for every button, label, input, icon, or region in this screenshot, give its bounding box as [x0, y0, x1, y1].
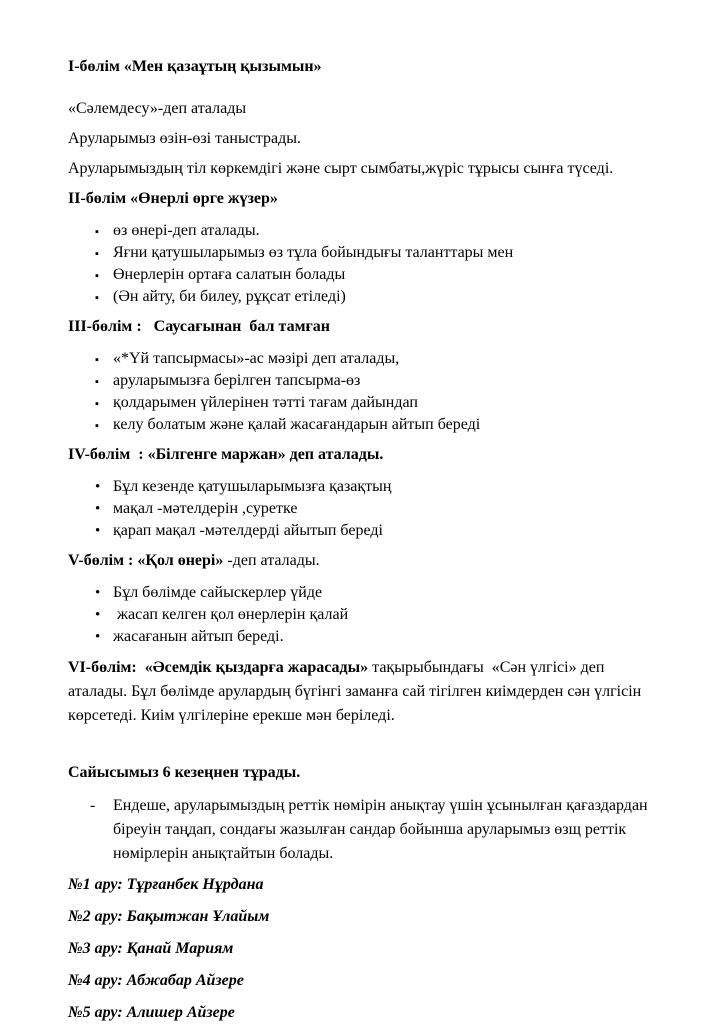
stages-heading: Сайысымыз 6 кезеңнен тұрады. — [68, 764, 301, 781]
bullet-item-text: (Ән айту, би билеу, рұқсат етіледі) — [113, 288, 346, 305]
square-bullet-icon: ▪ — [95, 270, 99, 282]
bullet-item-text: қолдарымен үйлерінен тәтті тағам дайындап — [113, 394, 418, 411]
dash-bullet-icon: - — [90, 797, 96, 814]
section-5-bullet-list — [68, 582, 656, 648]
bullet-item — [95, 370, 656, 392]
bullet-item — [95, 520, 656, 542]
section-6-paragraph — [68, 656, 656, 728]
bullet-item-text: жасағанын айтып береді. — [113, 628, 284, 645]
section-1-heading: І-бөлім «Мен қазаұтың қызымын» — [68, 58, 322, 75]
bullet-item — [95, 476, 656, 498]
section-1-paragraph: Аруларымыз өзін-өзі таныстрады. — [68, 130, 301, 147]
square-bullet-icon: ▪ — [95, 376, 99, 388]
square-bullet-icon: ▪ — [95, 248, 99, 260]
round-bullet-icon: • — [95, 523, 101, 539]
section-1-paragraph: Аруларымыздың тіл көркемдігі және сырт сымбаты,жүріс тұрысы сынға түседі. — [68, 160, 614, 177]
section-6-lead-rest: тақырыбындағы «Сән үлгісі» деп аталады. Бұл бөлімде арулардың бүгінгі заманға сай тігілген киімдерден сән үлгісін көрсетеді. Киім үлгілеріне ерекше мән беріледі. — [68, 659, 646, 724]
bullet-item — [95, 264, 656, 286]
bullet-item-text: Бұл кезенде қатушыларымызға қазақтың — [113, 478, 392, 495]
bullet-item — [95, 498, 656, 520]
bullet-item-text: Бұл бөлімде сайыскерлер үйде — [113, 584, 323, 601]
dash-item — [90, 794, 650, 866]
section-3-heading: ІІІ-бөлім : Саусағынан бал тамған — [68, 318, 330, 335]
bullet-item-text: аруларымызға берілген тапсырма-өз — [113, 372, 361, 389]
contestant-line: №2 ару: Бақытжан Ұлайым — [68, 908, 270, 925]
round-bullet-icon: • — [95, 585, 101, 601]
contestant-line: №1 ару: Тұрғанбек Нұрдана — [68, 876, 264, 893]
contestant-list — [68, 874, 656, 1024]
bullet-item-text: қарап мақал -мәтелдерді айытып береді — [113, 522, 383, 539]
bullet-item — [95, 604, 656, 626]
section-2-heading: ІІ-бөлім «Өнерлі өрге жүзер» — [68, 190, 278, 207]
section-5-heading-bold: V-бөлім : «Қол өнері» — [68, 552, 224, 569]
bullet-item — [95, 220, 656, 242]
section-1-paragraph: «Сәлемдесу»-деп аталады — [68, 100, 247, 117]
section-6-lead-bold: VI-бөлім: «Әсемдік қыздарға жарасады» — [68, 659, 369, 676]
bullet-item — [95, 414, 656, 436]
stages-dash-list — [68, 794, 656, 866]
contestant-line: №4 ару: Абжабар Айзере — [68, 972, 244, 989]
section-4-bullet-list — [68, 476, 656, 542]
bullet-item-text: «*Үй тапсырмасы»-ас мәзірі деп аталады, — [113, 350, 400, 367]
bullet-item-text: мақал -мәтелдерін ,суретке — [113, 500, 298, 517]
bullet-item-text: өз өнері-деп аталады. — [113, 222, 260, 239]
contestant-line: №3 ару: Қанай Мариям — [68, 940, 234, 957]
section-4-heading: IV-бөлім : «Білгенге маржан» деп аталады. — [68, 446, 384, 463]
section-2-bullet-list — [68, 220, 656, 308]
section-3-bullet-list — [68, 348, 656, 436]
bullet-item — [95, 348, 656, 370]
bullet-item-text: Яғни қатушыларымыз өз тұла бойындығы таланттары мен — [113, 244, 514, 261]
bullet-item — [95, 242, 656, 264]
section-5-heading — [68, 550, 656, 572]
round-bullet-icon: • — [95, 629, 101, 645]
square-bullet-icon: ▪ — [95, 420, 99, 432]
section-5-heading-rest: -деп аталады. — [223, 552, 320, 569]
square-bullet-icon: ▪ — [95, 226, 99, 238]
round-bullet-icon: • — [95, 501, 101, 517]
bullet-item-text: жасап келген қол өнерлерін қалай — [113, 606, 349, 623]
square-bullet-icon: ▪ — [95, 292, 99, 304]
dash-item-text: Ендеше, аруларымыздың реттік нөмірін анықтау үшін ұсынылған қағаздардан біреуін таңдап, сондағы жазылған сандар бойынша аруларымыз өзщ реттік нөмірлерін анықтайтын болады. — [113, 797, 652, 862]
bullet-item — [95, 286, 656, 308]
round-bullet-icon: • — [95, 479, 101, 495]
bullet-item-text: келу болатым және қалай жасағандарын айтып береді — [113, 416, 481, 433]
bullet-item-text: Өнерлерін ортаға салатын болады — [113, 266, 346, 283]
square-bullet-icon: ▪ — [95, 398, 99, 410]
bullet-item — [95, 582, 656, 604]
bullet-item — [95, 626, 656, 648]
round-bullet-icon: • — [95, 607, 101, 623]
square-bullet-icon: ▪ — [95, 354, 99, 366]
contestant-line: №5 ару: Алишер Айзере — [68, 1004, 235, 1021]
bullet-item — [95, 392, 656, 414]
